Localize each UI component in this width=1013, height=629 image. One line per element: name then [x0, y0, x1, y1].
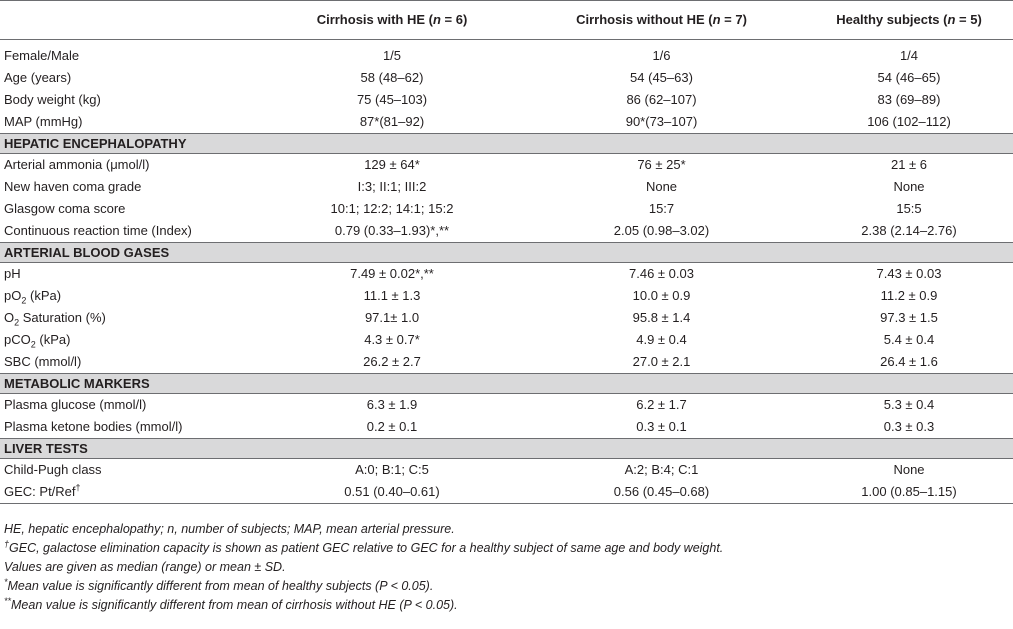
cell: 15:7	[648, 201, 675, 216]
cell: 0.51 (0.40–0.61)	[262, 481, 518, 504]
cell: None	[645, 179, 678, 194]
row-label: MAP (mmHg)	[4, 114, 83, 129]
cell: A:2; B:4; C:1	[624, 462, 699, 477]
cell: 0.2 ± 0.1	[366, 419, 418, 434]
table-row	[0, 307, 1013, 329]
cell: 6.2 ± 1.7	[636, 397, 687, 412]
cell: 11.2 ± 0.9	[880, 288, 938, 303]
row-label: pH	[4, 266, 21, 281]
header-text: = 7)	[720, 12, 747, 27]
cell: None	[893, 462, 925, 477]
cell: 1/4	[899, 48, 919, 63]
cell: 0.3 ± 0.1	[636, 419, 687, 434]
row-label	[0, 285, 262, 307]
row-label: New haven coma grade	[4, 179, 142, 194]
cell: 76 ± 25*	[637, 157, 686, 172]
row-label	[0, 307, 262, 329]
table-row	[0, 329, 1013, 351]
table-row	[0, 285, 1013, 307]
footnote-text: GEC, galactose elimination capacity is shown as patient GEC relative to GEC for a healthy subject of same age and body weight.	[9, 541, 724, 555]
asterisk-mark: *	[4, 576, 8, 587]
cell: 15:5	[896, 201, 922, 216]
label-part: (kPa)	[35, 332, 71, 347]
label-part: Saturation (%)	[19, 310, 106, 325]
table-row	[0, 45, 1013, 67]
section-title: HEPATIC ENCEPHALOPATHY	[0, 134, 1013, 154]
table-row	[0, 67, 1013, 89]
label-part: GEC: Pt/Ref	[4, 484, 76, 499]
label-part: (kPa)	[26, 288, 62, 303]
row-label	[0, 329, 262, 351]
cell: None	[893, 179, 925, 194]
cell: 2.05 (0.98–3.02)	[613, 223, 710, 238]
cell: 27.0 ± 2.1	[632, 354, 691, 369]
header-n: n	[432, 12, 441, 27]
row-label: Age (years)	[4, 70, 72, 85]
cell: 6.3 ± 1.9	[366, 397, 418, 412]
asterisk-mark: **	[4, 595, 12, 606]
cell: 1/6	[652, 48, 671, 63]
cell: 5.3 ± 0.4	[883, 397, 935, 412]
table-row	[0, 89, 1013, 111]
row-label: Plasma ketone bodies (mmol/l)	[4, 419, 183, 434]
section-header-liver-tests	[0, 439, 1013, 459]
row-label: SBC (mmol/l)	[4, 354, 82, 369]
cell: 86 (62–107)	[626, 92, 697, 107]
table-row	[0, 154, 1013, 177]
section-header-arterial-blood-gases	[0, 243, 1013, 263]
footnote-healthy	[4, 577, 1009, 596]
dagger-mark: †	[75, 482, 81, 493]
header-text: Cirrhosis without HE (	[576, 12, 713, 27]
header-empty	[0, 1, 262, 40]
cell: 11.1 ± 1.3	[363, 288, 421, 303]
cell: 90*(73–107)	[625, 114, 698, 129]
cell: 7.49 ± 0.02*,**	[350, 266, 434, 281]
header-healthy-subjects	[801, 1, 1013, 40]
row-label: Continuous reaction time (Index)	[4, 223, 192, 238]
cell: 4.9 ± 0.4	[636, 332, 687, 347]
row-label: Child-Pugh class	[4, 462, 102, 477]
table-footnotes	[4, 520, 1009, 615]
cell: A:0; B:1; C:5	[355, 462, 429, 477]
cell: 10.0 ± 0.9	[632, 288, 691, 303]
cell: 83 (69–89)	[877, 92, 941, 107]
footnote-gec	[4, 539, 1009, 558]
cell: 0.56 (0.45–0.68)	[518, 481, 801, 504]
section-title: LIVER TESTS	[0, 439, 1013, 459]
header-text: = 5)	[955, 12, 982, 27]
table-row	[0, 459, 1013, 482]
row-label: Body weight (kg)	[4, 92, 101, 107]
cell: 75 (45–103)	[356, 92, 428, 107]
header-text: Cirrhosis with HE (	[316, 12, 433, 27]
table-row	[0, 416, 1013, 439]
section-title: METABOLIC MARKERS	[0, 374, 1013, 394]
cell: 54 (46–65)	[877, 70, 941, 85]
cell: 87*(81–92)	[359, 114, 425, 129]
header-cirrhosis-with-he	[262, 1, 518, 40]
row-label: Plasma glucose (mmol/l)	[4, 397, 147, 412]
header-cirrhosis-without-he	[518, 1, 801, 40]
cell: 10:1; 12:2; 14:1; 15:2	[330, 201, 454, 216]
footnote-abbreviations: HE, hepatic encephalopathy; n, number of subjects; MAP, mean arterial pressure.	[4, 522, 455, 536]
cell: 7.43 ± 0.03	[876, 266, 942, 281]
cell: 1/5	[382, 48, 402, 63]
cell: 26.4 ± 1.6	[880, 354, 938, 369]
label-subscript: 2	[14, 317, 20, 328]
header-n: n	[947, 12, 956, 27]
cell: 26.2 ± 2.7	[363, 354, 421, 369]
section-title: ARTERIAL BLOOD GASES	[0, 243, 1013, 263]
label-part: p	[4, 288, 12, 303]
label-subscript: 2	[30, 339, 36, 350]
table-row	[0, 481, 1013, 504]
header-row	[0, 1, 1013, 40]
cell: 0.79 (0.33–1.93)*,**	[334, 223, 450, 238]
label-part: O	[4, 310, 15, 325]
cell: 5.4 ± 0.4	[883, 332, 935, 347]
cell: 54 (45–63)	[630, 70, 693, 85]
cell: I:3; II:1; III:2	[357, 179, 427, 194]
row-label: Glasgow coma score	[4, 201, 126, 216]
cell: 21 ± 6	[890, 157, 928, 172]
cell: 129 ± 64*	[364, 157, 420, 172]
table-row	[0, 263, 1013, 286]
header-n: n	[712, 12, 721, 27]
cell: 58 (48–62)	[360, 70, 424, 85]
label-part: p	[4, 332, 12, 347]
header-text: Healthy subjects (	[836, 12, 948, 27]
footnote-values: Values are given as median (range) or mean ± SD.	[4, 560, 286, 574]
cell: 7.46 ± 0.03	[629, 266, 694, 281]
cell: 97.1± 1.0	[364, 310, 420, 325]
footnote-text: Mean value is significantly different from mean of cirrhosis without HE (P < 0.05).	[11, 598, 458, 612]
cell: 1.00 (0.85–1.15)	[801, 481, 1013, 504]
footnote-cirrhosis	[4, 596, 1009, 615]
table-row	[0, 111, 1013, 134]
cell: 97.3 ± 1.5	[880, 310, 938, 325]
header-text: = 6)	[440, 12, 468, 27]
table-row	[0, 220, 1013, 243]
section-header-metabolic-markers	[0, 374, 1013, 394]
label-subscript: 2	[21, 295, 27, 306]
footnote-text: Mean value is significantly different from mean of healthy subjects (P < 0.05).	[7, 579, 434, 593]
table-row	[0, 351, 1013, 374]
table-row	[0, 198, 1013, 220]
dagger-mark: †	[4, 538, 10, 549]
row-label: Female/Male	[4, 48, 80, 63]
cell: 4.3 ± 0.7*	[364, 332, 420, 347]
row-label: Arterial ammonia (μmol/l)	[4, 157, 150, 172]
cell: 106 (102–112)	[867, 114, 951, 129]
row-label	[0, 481, 262, 504]
cell: 2.38 (2.14–2.76)	[861, 223, 957, 238]
label-part: CO	[11, 332, 31, 347]
table-row	[0, 176, 1013, 198]
label-part: O	[11, 288, 22, 303]
section-header-hepatic-encephalopathy	[0, 134, 1013, 154]
cell: 95.8 ± 1.4	[632, 310, 691, 325]
table-row	[0, 394, 1013, 417]
cell: 0.3 ± 0.3	[883, 419, 935, 434]
